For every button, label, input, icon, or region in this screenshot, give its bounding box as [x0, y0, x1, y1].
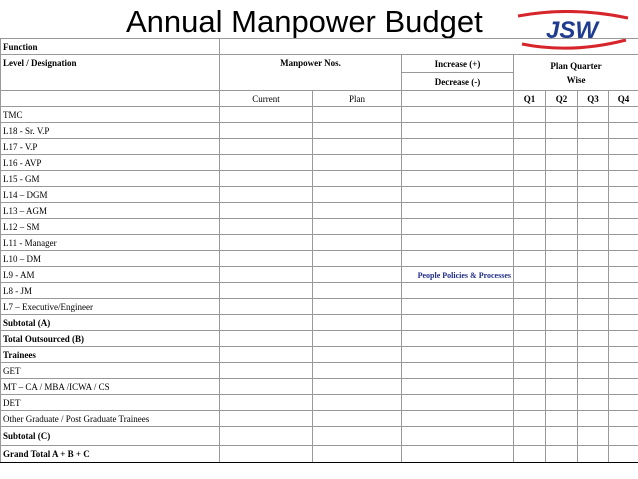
plan-label: Plan: [313, 91, 402, 107]
q4-cell[interactable]: [609, 267, 638, 283]
q1-cell[interactable]: [514, 427, 546, 446]
plan-cell[interactable]: [313, 219, 402, 235]
q2-cell[interactable]: [546, 187, 578, 203]
change-cell[interactable]: [402, 299, 514, 315]
table-row: [1, 283, 638, 299]
q1-cell[interactable]: [514, 123, 546, 139]
q3-cell[interactable]: [578, 315, 609, 331]
q1-cell[interactable]: [514, 347, 546, 363]
current-cell[interactable]: [220, 363, 313, 379]
q4-cell[interactable]: [609, 187, 638, 203]
change-cell[interactable]: [402, 235, 514, 251]
people-policies-text: People Policies & Processes: [417, 270, 511, 280]
q2-cell[interactable]: [546, 379, 578, 395]
q1-cell[interactable]: [514, 171, 546, 187]
table-row: [1, 107, 638, 123]
q1-cell[interactable]: [514, 315, 546, 331]
row-label: L14 – DGM: [1, 187, 220, 203]
q1-cell[interactable]: [514, 411, 546, 427]
q2-cell[interactable]: [546, 251, 578, 267]
q1-cell[interactable]: [514, 235, 546, 251]
row-label: L15 - GM: [1, 171, 220, 187]
change-cell[interactable]: [402, 267, 514, 283]
q3-label: Q3: [578, 91, 609, 107]
change-cell[interactable]: [402, 219, 514, 235]
q4-cell[interactable]: [609, 315, 638, 331]
q3-cell[interactable]: [578, 283, 609, 299]
logo-text: JSW: [545, 17, 599, 44]
plan-cell[interactable]: [313, 139, 402, 155]
change-cell[interactable]: [402, 283, 514, 299]
row-label: L12 – SM: [1, 219, 220, 235]
q2-cell[interactable]: [546, 299, 578, 315]
table-row: [1, 139, 638, 155]
table-row: [1, 123, 638, 139]
q4-cell[interactable]: [609, 379, 638, 395]
q2-cell[interactable]: [546, 427, 578, 446]
change-header-cell: [402, 91, 514, 107]
function-label: Function: [1, 39, 220, 55]
q1-cell[interactable]: [514, 331, 546, 347]
row-label: L13 – AGM: [1, 203, 220, 219]
current-cell[interactable]: [220, 251, 313, 267]
q4-cell[interactable]: [609, 139, 638, 155]
q4-cell[interactable]: [609, 411, 638, 427]
plan-cell[interactable]: [313, 171, 402, 187]
q1-cell[interactable]: [514, 283, 546, 299]
plan-cell[interactable]: [313, 155, 402, 171]
q3-cell[interactable]: [578, 446, 609, 463]
q1-cell[interactable]: [514, 363, 546, 379]
change-cell[interactable]: [402, 411, 514, 427]
plan-cell[interactable]: [313, 315, 402, 331]
row-label: Total Outsourced (B): [1, 331, 220, 347]
q2-cell[interactable]: [546, 283, 578, 299]
q3-cell[interactable]: [578, 187, 609, 203]
q4-cell[interactable]: [609, 203, 638, 219]
change-cell[interactable]: [402, 139, 514, 155]
q2-cell[interactable]: [546, 155, 578, 171]
row-label: L18 - Sr. V.P: [1, 123, 220, 139]
change-cell[interactable]: [402, 251, 514, 267]
table-row: [1, 267, 638, 283]
q2-cell[interactable]: [546, 235, 578, 251]
table-row: [1, 235, 638, 251]
plan-cell[interactable]: [313, 446, 402, 463]
q1-cell[interactable]: [514, 299, 546, 315]
q3-cell[interactable]: [578, 139, 609, 155]
q1-cell[interactable]: [514, 139, 546, 155]
q3-cell[interactable]: [578, 331, 609, 347]
table-row: [1, 203, 638, 219]
q3-cell[interactable]: [578, 155, 609, 171]
current-cell[interactable]: [220, 155, 313, 171]
q3-cell[interactable]: [578, 107, 609, 123]
row-label: TMC: [1, 107, 220, 123]
q2-cell[interactable]: [546, 139, 578, 155]
row-label: Subtotal (A): [1, 315, 220, 331]
table-row: [1, 155, 638, 171]
q3-cell[interactable]: [578, 395, 609, 411]
change-cell[interactable]: [402, 427, 514, 446]
plan-cell[interactable]: [313, 235, 402, 251]
table-row: [1, 446, 638, 463]
row-label: Subtotal (C): [1, 427, 220, 446]
change-cell[interactable]: [402, 203, 514, 219]
row-label: L17 - V.P: [1, 139, 220, 155]
change-cell[interactable]: [402, 331, 514, 347]
q1-cell[interactable]: [514, 219, 546, 235]
plan-cell[interactable]: [313, 251, 402, 267]
row-label: L11 - Manager: [1, 235, 220, 251]
current-cell[interactable]: [220, 299, 313, 315]
q1-cell[interactable]: [514, 267, 546, 283]
table-row: [1, 379, 638, 395]
current-cell[interactable]: [220, 283, 313, 299]
decrease-label: Decrease (-): [402, 73, 514, 91]
q4-cell[interactable]: [609, 347, 638, 363]
current-cell[interactable]: [220, 331, 313, 347]
header-blank-cell: [1, 91, 220, 107]
q4-cell[interactable]: [609, 219, 638, 235]
change-cell[interactable]: [402, 379, 514, 395]
q2-cell[interactable]: [546, 363, 578, 379]
q3-cell[interactable]: [578, 235, 609, 251]
q2-cell[interactable]: [546, 347, 578, 363]
q4-cell[interactable]: [609, 427, 638, 446]
q3-cell[interactable]: [578, 171, 609, 187]
plan-cell[interactable]: [313, 283, 402, 299]
q2-cell[interactable]: [546, 219, 578, 235]
table-row: [1, 251, 638, 267]
plan-cell[interactable]: [313, 395, 402, 411]
q1-cell[interactable]: [514, 446, 546, 463]
row-label: Grand Total A + B + C: [1, 446, 220, 463]
q1-cell[interactable]: [514, 155, 546, 171]
plan-cell[interactable]: [313, 363, 402, 379]
q2-label: Q2: [546, 91, 578, 107]
q4-cell[interactable]: [609, 395, 638, 411]
q3-cell[interactable]: [578, 299, 609, 315]
plan-cell[interactable]: [313, 299, 402, 315]
q1-cell[interactable]: [514, 187, 546, 203]
budget-table: [0, 38, 638, 463]
q2-cell[interactable]: [546, 446, 578, 463]
increase-label: Increase (+): [402, 55, 514, 73]
q2-cell[interactable]: [546, 123, 578, 139]
q1-cell[interactable]: [514, 379, 546, 395]
q4-cell[interactable]: [609, 235, 638, 251]
change-cell[interactable]: [402, 446, 514, 463]
row-label: DET: [1, 395, 220, 411]
q1-cell[interactable]: [514, 203, 546, 219]
q4-cell[interactable]: [609, 171, 638, 187]
current-cell[interactable]: [220, 171, 313, 187]
change-cell[interactable]: [402, 347, 514, 363]
table-row: [1, 315, 638, 331]
q2-cell[interactable]: [546, 171, 578, 187]
q3-cell[interactable]: [578, 411, 609, 427]
q1-cell[interactable]: [514, 107, 546, 123]
current-cell[interactable]: [220, 347, 313, 363]
plan-quarter-wise-label: [514, 55, 638, 91]
plan-cell[interactable]: [313, 203, 402, 219]
table-row: [1, 411, 638, 427]
table-row: [1, 363, 638, 379]
q3-cell[interactable]: [578, 219, 609, 235]
q4-cell[interactable]: [609, 155, 638, 171]
table-row: [1, 299, 638, 315]
plan-cell[interactable]: [313, 379, 402, 395]
q4-cell[interactable]: [609, 446, 638, 463]
q2-cell[interactable]: [546, 411, 578, 427]
current-cell[interactable]: [220, 395, 313, 411]
plan-cell[interactable]: [313, 267, 402, 283]
current-cell[interactable]: [220, 427, 313, 446]
q4-cell[interactable]: [609, 299, 638, 315]
table-row: [1, 395, 638, 411]
table-row: [1, 347, 638, 363]
row-label: GET: [1, 363, 220, 379]
change-cell[interactable]: [402, 363, 514, 379]
q3-cell[interactable]: [578, 203, 609, 219]
page-title: Annual Manpower Budget: [126, 4, 483, 39]
row-label: L10 – DM: [1, 251, 220, 267]
table-row: [1, 187, 638, 203]
q3-cell[interactable]: [578, 363, 609, 379]
row-label: MT – CA / MBA /ICWA / CS: [1, 379, 220, 395]
plan-cell[interactable]: [313, 411, 402, 427]
q4-cell[interactable]: [609, 331, 638, 347]
q1-label: Q1: [514, 91, 546, 107]
row-label: Trainees: [1, 347, 220, 363]
change-cell[interactable]: [402, 395, 514, 411]
current-label: Current: [220, 91, 313, 107]
q2-cell[interactable]: [546, 395, 578, 411]
current-cell[interactable]: [220, 219, 313, 235]
plan-cell[interactable]: [313, 347, 402, 363]
plan-cell[interactable]: [313, 123, 402, 139]
q2-cell[interactable]: [546, 315, 578, 331]
row-label: L9 - AM: [1, 267, 220, 283]
change-cell[interactable]: [402, 155, 514, 171]
q1-cell[interactable]: [514, 251, 546, 267]
current-cell[interactable]: [220, 123, 313, 139]
change-cell[interactable]: [402, 123, 514, 139]
q4-label: Q4: [609, 91, 638, 107]
plan-quarter-label: Plan Quarter: [550, 60, 602, 71]
row-label: L7 – Executive/Engineer: [1, 299, 220, 315]
wise-label: Wise: [566, 74, 586, 85]
plan-cell[interactable]: [313, 187, 402, 203]
q4-cell[interactable]: [609, 251, 638, 267]
current-cell[interactable]: [220, 267, 313, 283]
level-designation-label: Level / Designation: [1, 55, 220, 91]
table-row: [1, 219, 638, 235]
q3-cell[interactable]: [578, 267, 609, 283]
row-label: L16 - AVP: [1, 155, 220, 171]
q2-cell[interactable]: [546, 267, 578, 283]
table-row: [1, 331, 638, 347]
current-cell[interactable]: [220, 235, 313, 251]
q4-cell[interactable]: [609, 363, 638, 379]
current-cell[interactable]: [220, 107, 313, 123]
change-cell[interactable]: [402, 315, 514, 331]
manpower-nos-label: Manpower Nos.: [220, 55, 402, 91]
q4-cell[interactable]: [609, 283, 638, 299]
current-cell[interactable]: [220, 187, 313, 203]
current-cell[interactable]: [220, 446, 313, 463]
current-cell[interactable]: [220, 315, 313, 331]
q2-cell[interactable]: [546, 331, 578, 347]
q4-cell[interactable]: [609, 107, 638, 123]
change-cell[interactable]: [402, 107, 514, 123]
q2-cell[interactable]: [546, 107, 578, 123]
plan-cell[interactable]: [313, 107, 402, 123]
q3-cell[interactable]: [578, 347, 609, 363]
q4-cell[interactable]: [609, 123, 638, 139]
q3-cell[interactable]: [578, 251, 609, 267]
plan-cell[interactable]: [313, 427, 402, 446]
table-row: [1, 427, 638, 446]
row-label: L8 - JM: [1, 283, 220, 299]
change-cell[interactable]: [402, 171, 514, 187]
current-cell[interactable]: [220, 203, 313, 219]
q3-cell[interactable]: [578, 379, 609, 395]
row-label: Other Graduate / Post Graduate Trainees: [1, 411, 220, 427]
table-row: [1, 171, 638, 187]
q1-cell[interactable]: [514, 395, 546, 411]
q3-cell[interactable]: [578, 123, 609, 139]
change-cell[interactable]: [402, 187, 514, 203]
current-cell[interactable]: [220, 139, 313, 155]
q3-cell[interactable]: [578, 427, 609, 446]
current-cell[interactable]: [220, 411, 313, 427]
q2-cell[interactable]: [546, 203, 578, 219]
current-cell[interactable]: [220, 379, 313, 395]
function-value-cell[interactable]: [220, 39, 638, 55]
plan-cell[interactable]: [313, 331, 402, 347]
